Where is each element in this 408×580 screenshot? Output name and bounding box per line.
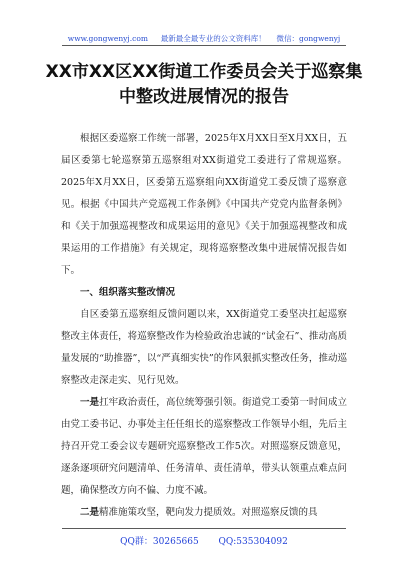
- point-text-2: 精准施策攻坚，靶向发力提质效。对照巡察反馈的具: [99, 507, 318, 518]
- section-heading: 一、组织落实整改情况: [80, 287, 176, 298]
- header-divider: [62, 45, 346, 46]
- intro-paragraph: 根据区委巡察工作统一部署，2025年X月XX日至X月XX日，五届区委第七轮巡察第五巡察组对XX街道党工委进行了常规巡察。2025年X月XX日，区委第五巡察组向XX街道党工委反馈了巡察意见。根据《中国共产党巡视工作条例》《中国共产党党内监督条例》和《关于加强巡视整改和成果运用的意见》《关于加强巡视整改和成果运用的工作措施》有关规定，现将巡察整改集中进展情况报告如下。: [61, 133, 347, 276]
- point-lead-2: 二是: [80, 507, 100, 518]
- document-body: [61, 128, 347, 524]
- point-paragraph-1: [61, 392, 347, 502]
- section-paragraph: 自区委第五巡察组反馈问题以来，XX街道党工委坚决扛起巡察整改主体责任，将巡察整改作为检验政治忠诚的“试金石”、推动高质量发展的“助推器”，以“严真细实快”的作风狠抓实整改任务，推动巡察整改走深走实、见行见效。: [61, 309, 347, 386]
- header-slogan: 最新最全最专业的公文资料库！: [160, 34, 266, 43]
- header-wechat: 微信：gongwenyj: [276, 34, 341, 43]
- page-footer: [0, 534, 408, 547]
- header-site-link[interactable]: www.gongwenyj.com: [67, 34, 148, 43]
- footer-qq-group: QQ群：30265665: [120, 537, 199, 547]
- point-paragraph-2: [61, 502, 347, 524]
- footer-divider: [62, 528, 346, 529]
- page-header: [0, 33, 408, 44]
- point-lead-1: 一是: [80, 397, 100, 408]
- document-title: XX市XX区XX街道工作委员会关于巡察集中整改进展情况的报告: [45, 62, 363, 107]
- footer-qq: QQ:535304092: [218, 537, 288, 547]
- point-text-1: 扛牢政治责任，高位统筹强引领。街道党工委第一时间成立由党工委书记、办事处主任任组长的巡察整改工作领导小组，先后主持召开党工委会议专题研究巡察整改工作5次。对照巡察反馈意见，逐条逐项研究问题清单、任务清单、责任清单，带头认领重点难点问题，确保整改方向不偏、力度不减。: [61, 397, 347, 496]
